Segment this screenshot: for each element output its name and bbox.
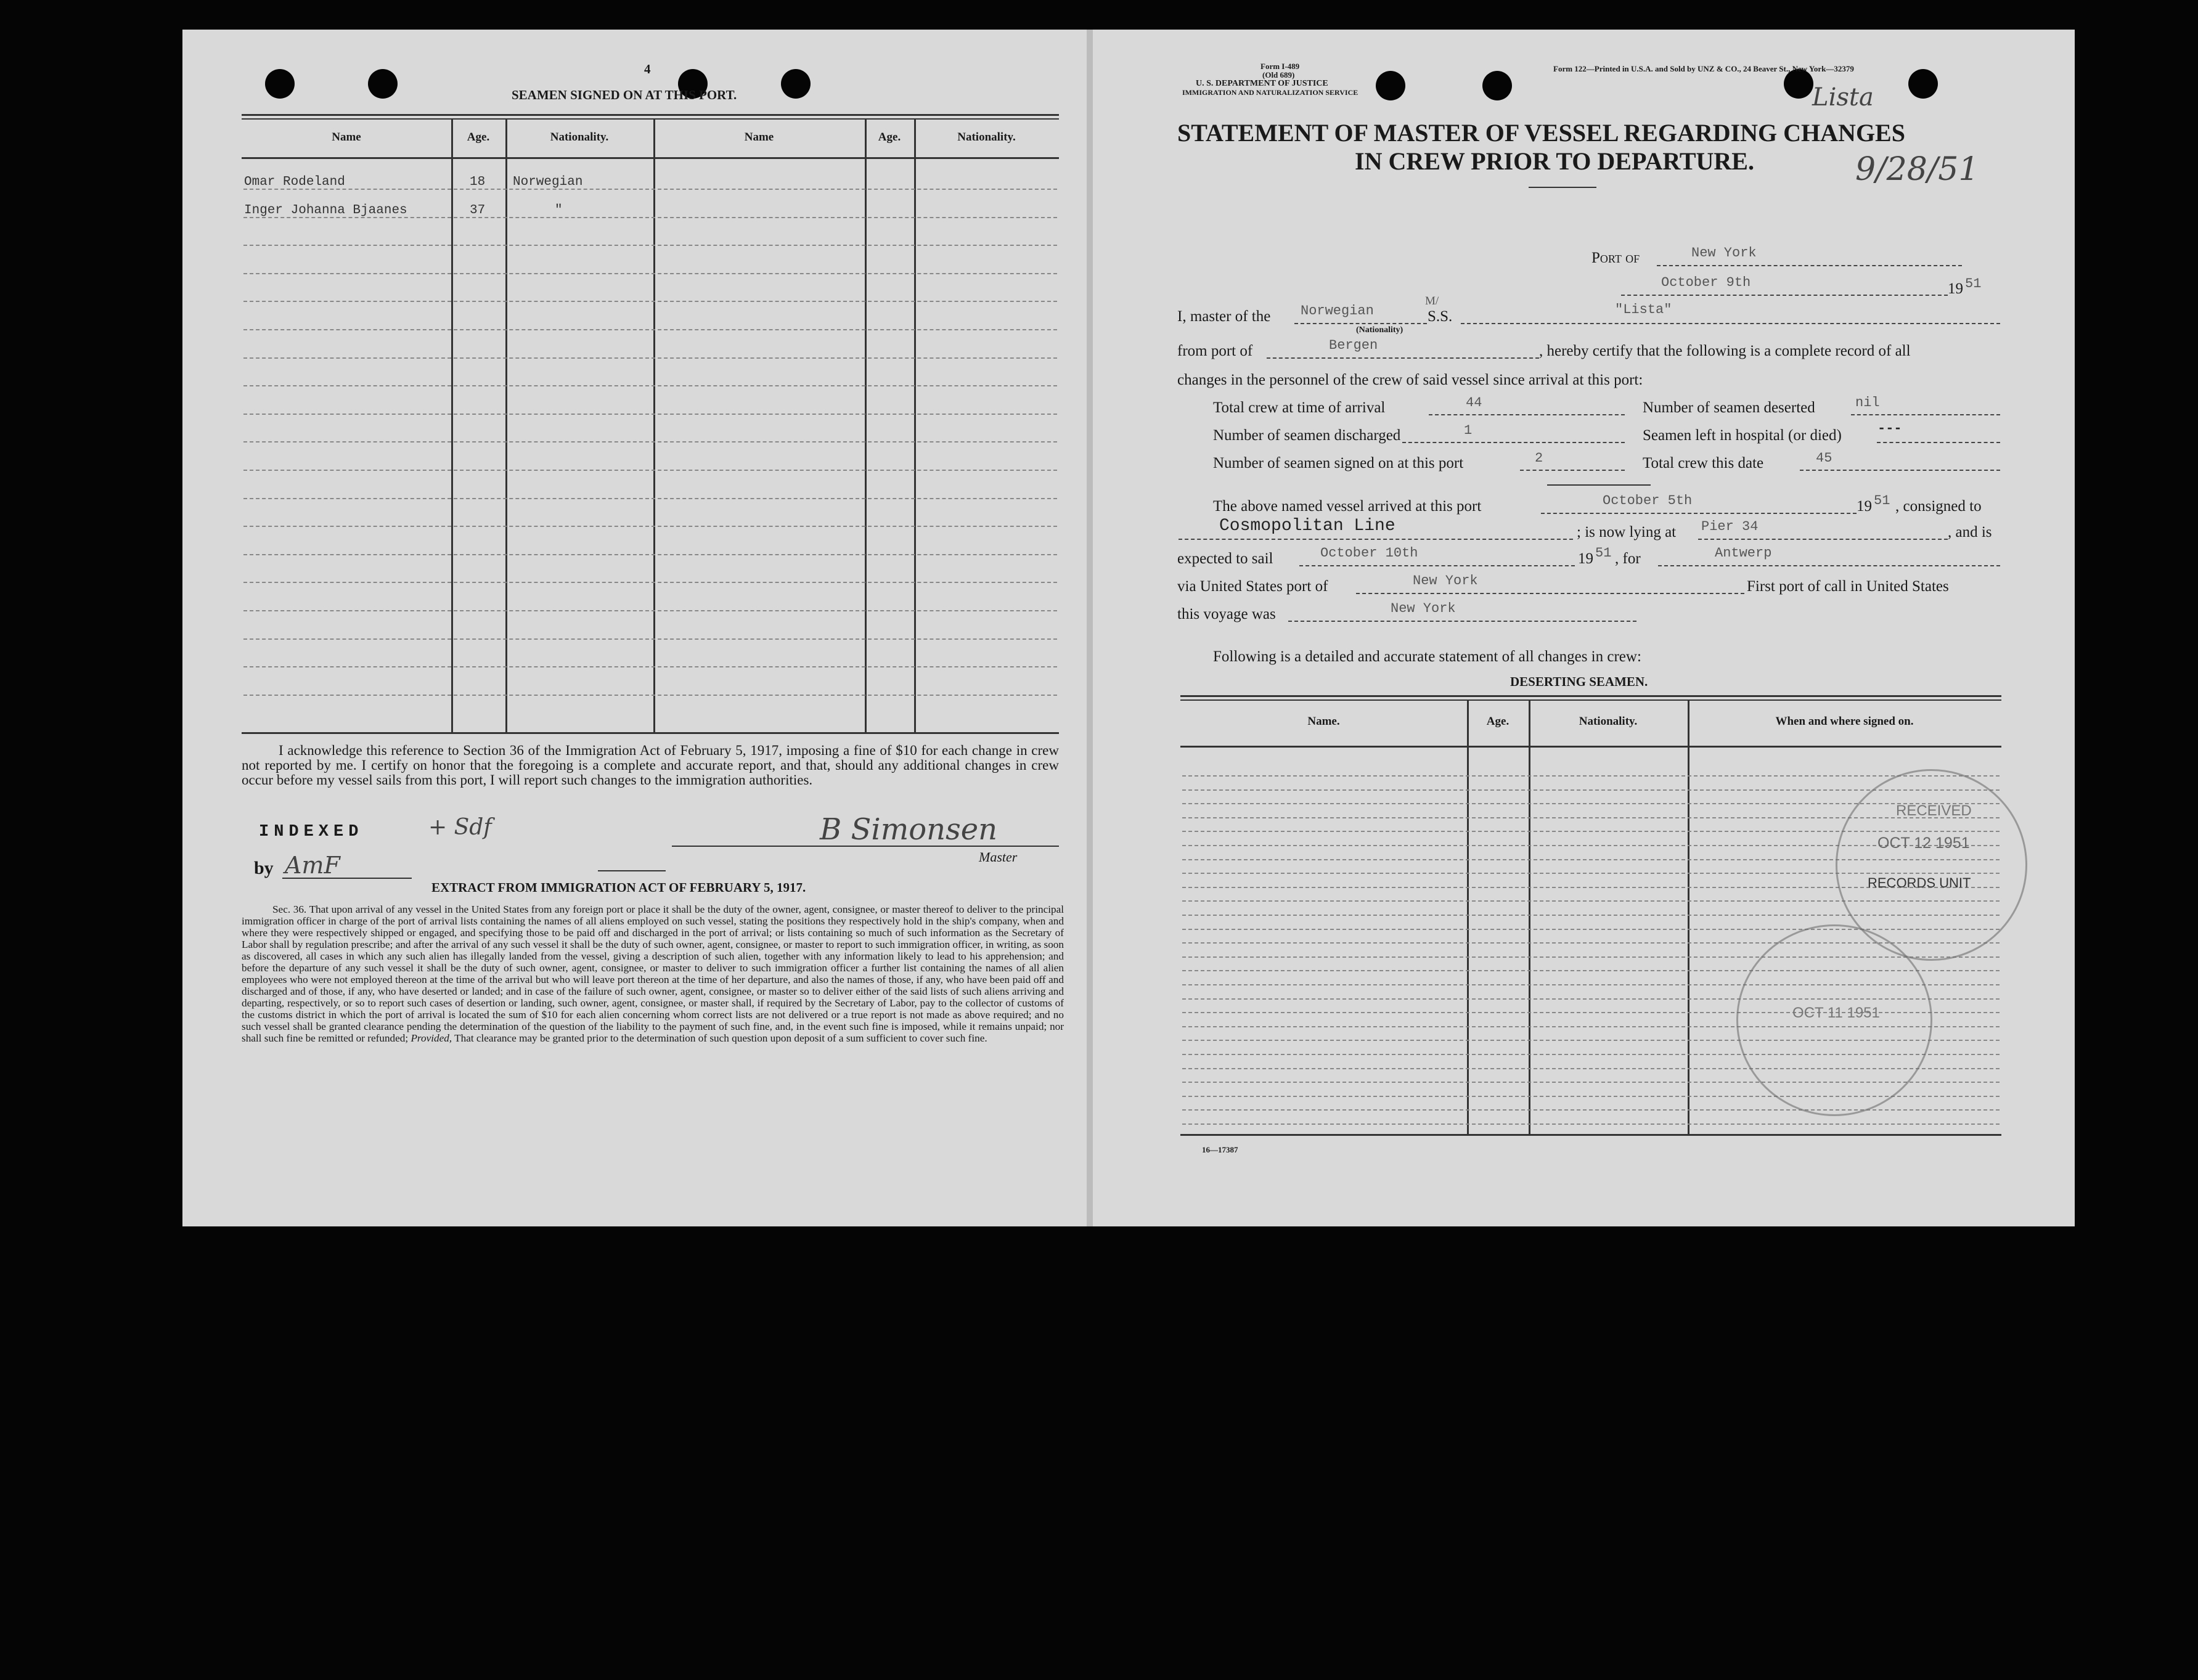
received-stamp-line1: RECEIVED [1896, 802, 1972, 819]
total-crew-arrival-label: Total crew at time of arrival [1213, 399, 1386, 416]
arrived-year-prefix: 19 [1857, 498, 1872, 515]
changes-text: changes in the personnel of the crew of said vessel since arrival at this port: [1177, 372, 1643, 388]
port-value: New York [1691, 245, 1757, 261]
page-fold [1087, 30, 1093, 1226]
table-row-line [243, 273, 1057, 274]
arrived-line [1541, 513, 1857, 514]
master-signature: B Simonsen [820, 812, 998, 847]
table-row-line [243, 638, 1057, 640]
table-top-rule [242, 114, 1059, 116]
voyage-text: this voyage was [1177, 606, 1276, 622]
via-line [1356, 593, 1744, 594]
date-line [1621, 295, 1948, 296]
extract-provided: Provided, [411, 1032, 452, 1044]
header-bottom-rule [242, 157, 1059, 159]
by-initials: AmF [285, 852, 340, 879]
nationality-line [1294, 323, 1427, 324]
vessel-type: S.S. [1428, 308, 1453, 325]
extract-title: EXTRACT FROM IMMIGRATION ACT OF FEBRUARY 5, 1917. [431, 880, 806, 895]
via-text: via United States port of [1177, 578, 1328, 595]
consignee-value: Cosmopolitan Line [1219, 516, 1395, 536]
vessel-name-line [1461, 323, 2000, 324]
year-suffix: 51 [1965, 276, 1982, 292]
sail-value: October 10th [1320, 545, 1418, 561]
signed-on-title: SEAMEN SIGNED ON AT THIS PORT. [512, 88, 737, 102]
master-label: Master [979, 849, 1018, 865]
total-crew-date-value: 45 [1816, 451, 1832, 466]
row-nationality-2: " [555, 203, 563, 218]
from-port-value: Bergen [1329, 338, 1378, 353]
master-of-label: I, master of the [1177, 308, 1271, 325]
total-crew-arrival-line [1429, 414, 1625, 415]
table-row-line [243, 329, 1057, 330]
and-is-text: , and is [1948, 524, 1992, 540]
sail-year-suffix: 51 [1595, 545, 1612, 561]
table-row-line [243, 666, 1057, 667]
table-row-line [243, 414, 1057, 415]
indexed-label: INDEXED [259, 823, 364, 841]
punch-hole [1908, 69, 1938, 99]
first-port-text: First port of call in United States [1747, 578, 1949, 595]
table-top-rule [242, 118, 1059, 120]
sail-line [1299, 565, 1575, 566]
punch-hole [1376, 71, 1405, 100]
col-header-nationality-2: Nationality. [957, 131, 1016, 144]
short-rule [598, 870, 666, 871]
sail-text: expected to sail [1177, 550, 1273, 567]
lying-line [1698, 539, 1948, 540]
sail-year-prefix: 19 [1578, 550, 1593, 567]
table-row-line [243, 695, 1057, 696]
lying-text: ; is now lying at [1577, 524, 1677, 540]
table-row-line [1182, 1123, 2000, 1125]
lying-value: Pier 34 [1701, 519, 1759, 534]
voyage-value: New York [1391, 601, 1456, 616]
page-number: 4 [644, 62, 651, 76]
deserting-top-rule [1180, 699, 2001, 701]
handwritten-date-note: 9/28/51 [1855, 151, 1979, 188]
table-row-line [243, 385, 1057, 386]
row-name-2: Inger Johanna Bjaanes [244, 203, 407, 218]
extract-end: That clearance may be granted prior to the determination of such question upon deposit of a sum sufficient to cover such fine. [454, 1032, 987, 1044]
col-header-age-2: Age. [878, 131, 901, 144]
title-line-1: STATEMENT OF MASTER OF VESSEL REGARDING CHANGES [1177, 119, 1905, 147]
seamen-deserted-label: Number of seamen deserted [1643, 399, 1815, 416]
table-row-line [243, 357, 1057, 359]
section-divider [1547, 484, 1651, 486]
deserting-bottom-rule [1180, 1134, 2001, 1136]
deserting-header-rule [1180, 746, 2001, 748]
nationality-caption: (Nationality) [1356, 325, 1403, 335]
form-old: (Old 689) [1262, 70, 1295, 80]
table-row-line [243, 582, 1057, 583]
punch-hole [265, 69, 295, 99]
total-crew-date-line [1800, 470, 2000, 471]
col-header-nationality: Nationality. [1579, 715, 1638, 728]
seamen-discharged-label: Number of seamen discharged [1213, 427, 1401, 444]
col-header-nationality: Nationality. [550, 131, 609, 144]
handwritten-ship-note: Lista [1812, 83, 1874, 112]
certify-text: , hereby certify that the following is a complete record of all [1539, 343, 1911, 359]
col-header-age: Age. [1486, 715, 1510, 728]
hospital-label: Seamen left in hospital (or died) [1643, 427, 1842, 444]
extract-body [242, 903, 1064, 1044]
table-row-line [243, 470, 1057, 471]
via-value: New York [1413, 573, 1478, 589]
title-underline [1529, 187, 1596, 188]
arrived-year-suffix: 51 [1874, 493, 1890, 508]
printer-note: Form 122—Printed in U.S.A. and Sold by UNZ & CO., 24 Beaver St., New York—32379 [1553, 64, 1854, 73]
table-row-line [243, 301, 1057, 302]
table-row-line [243, 610, 1057, 611]
col-divider [653, 118, 655, 733]
col-header-name: Name. [1307, 715, 1340, 728]
nationality-value: Norwegian [1301, 303, 1374, 319]
row-age-1: 18 [470, 175, 486, 189]
form-id: Form I-489 [1260, 62, 1300, 71]
arrived-value: October 5th [1603, 493, 1693, 508]
by-label: by [254, 858, 274, 878]
signature-line [672, 846, 1059, 847]
seamen-deserted-value: nil [1855, 395, 1880, 410]
col-header-signed-on: When and where signed on. [1775, 715, 1914, 728]
extract-text: That upon arrival of any vessel in the United States from any foreign port or place it shall be the duty of the owner, agent, consignee, or master thereof to deliver to the principal immigration officer in charge of the port of arrival lists containing the names of all aliens employed on such vessel, stating the positions they respectively hold in the ship's company, when and where they were respectively shipped or engaged, and specifying those to be paid off and discharged in the port of arrival; or lists containing so much of such information as the Secretary of Labor shall by regulation prescribe; and after the arrival of any such vessel it shall be the duty of such owner, agent, consignee, or master to report to such immigration officer, in writing, as soon as discovered, all cases in which any such alien has illegally landed from the vessel, giving a description of such alien, together with any information likely to lead to his apprehension; and before the departure of any such vessel it shall be the duty of such owner, agent, consignee, or master to deliver to such immigration officer a further list containing the names of all alien employees who were not employed thereon at the time of the arrival but who will leave port thereon at the time of her departure, and also the names of those, if any, who have been paid off and discharged and of those, if any, who have deserted or landed; and in case of the failure of such owner, agent, consignee, or master so to deliver either of the said lists of such aliens arriving and departing, respectively, or so to report such cases of desertion or landing, such owner, agent, consignee, or master shall, if required by the Secretary of Labor, pay to the collector of customs of the customs district in which the port of arrival is located the sum of $10 for each alien concerning whom correct lists are not delivered or a true report is not made as above required; and no such vessel shall be granted clearance pending the determination of the question of the liability to the payment of such fine, and, in the event such fine is imposed, while it remains unpaid; nor shall such fine be remitted or refunded; [242, 903, 1064, 1044]
date-value: October 9th [1661, 275, 1751, 290]
col-divider [451, 118, 453, 733]
acknowledgment-text: I acknowledge this reference to Section 36 of the Immigration Act of February 5, 1917, imposing a fine of $10 for each change in crew not reported by me. I certify on honor that the foregoing is a complete and accurate report, and that, should any additional changes in crew occur before my vessel sails from this port, I will report such changes to the immigration authorities. [242, 743, 1059, 788]
col-header-age: Age. [467, 131, 490, 144]
for-text: , for [1615, 550, 1641, 567]
year-prefix: 19 [1948, 280, 1963, 297]
seamen-discharged-line [1402, 442, 1625, 443]
section-label: Sec. 36. [272, 903, 307, 915]
indexed-handwriting: + Sdf [428, 815, 492, 840]
hospital-value: --- [1877, 421, 1902, 436]
title-line-2: IN CREW PRIOR TO DEPARTURE. [1355, 147, 1754, 175]
port-label: Port of [1591, 250, 1640, 266]
table-row-line [1182, 775, 2000, 777]
table-row-line [243, 526, 1057, 527]
table-bottom-rule [242, 732, 1059, 734]
consignee-line [1179, 539, 1573, 540]
table-row-line [243, 554, 1057, 555]
row-name-1: Omar Rodeland [244, 175, 345, 189]
vessel-type-top: M/ [1425, 295, 1439, 308]
department: U. S. DEPARTMENT OF JUSTICE [1196, 79, 1328, 88]
table-row-line [243, 245, 1057, 246]
signed-on-line [1520, 470, 1625, 471]
row-age-2: 37 [470, 203, 486, 218]
port-line [1657, 265, 1962, 266]
signed-on-value: 2 [1535, 451, 1543, 466]
col-divider [914, 118, 916, 733]
deserting-title: DESERTING SEAMEN. [1510, 674, 1648, 689]
for-value: Antwerp [1715, 545, 1772, 561]
col-divider [865, 118, 867, 733]
from-port-line [1267, 357, 1539, 359]
row-nationality-1: Norwegian [513, 175, 583, 189]
by-line [282, 878, 412, 879]
col-divider [505, 118, 507, 733]
punch-hole [781, 69, 811, 99]
total-crew-date-label: Total crew this date [1643, 455, 1764, 471]
vessel-name-value: "Lista" [1615, 302, 1672, 317]
table-row-line [243, 498, 1057, 499]
signed-on-label: Number of seamen signed on at this port [1213, 455, 1464, 471]
form-number: 16—17387 [1202, 1145, 1238, 1154]
voyage-line [1288, 621, 1636, 622]
table-row-line [1182, 1109, 2000, 1111]
punch-hole [1482, 71, 1512, 100]
seamen-discharged-value: 1 [1464, 423, 1473, 438]
col-header-name-2: Name [744, 131, 774, 144]
punch-hole [368, 69, 398, 99]
consigned-text: , consigned to [1895, 498, 1982, 515]
arrived-text: The above named vessel arrived at this port [1213, 498, 1482, 515]
following-text: Following is a detailed and accurate statement of all changes in crew: [1213, 648, 1641, 665]
from-port-label: from port of [1177, 343, 1253, 359]
received-stamp-line3: RECORDS UNIT [1868, 875, 1971, 891]
port-stamp-date: OCT 11 1951 [1792, 1005, 1880, 1021]
hospital-line [1877, 442, 2000, 443]
col-header-name: Name [332, 131, 361, 144]
deserting-top-rule [1180, 695, 2001, 697]
service: IMMIGRATION AND NATURALIZATION SERVICE [1182, 88, 1358, 97]
seamen-deserted-line [1851, 414, 2000, 415]
for-line [1658, 565, 2000, 566]
received-stamp-line2: OCT 12 1951 [1877, 834, 1970, 852]
total-crew-arrival-value: 44 [1466, 395, 1482, 410]
table-row-line [243, 441, 1057, 442]
table-row-line [243, 189, 1057, 190]
